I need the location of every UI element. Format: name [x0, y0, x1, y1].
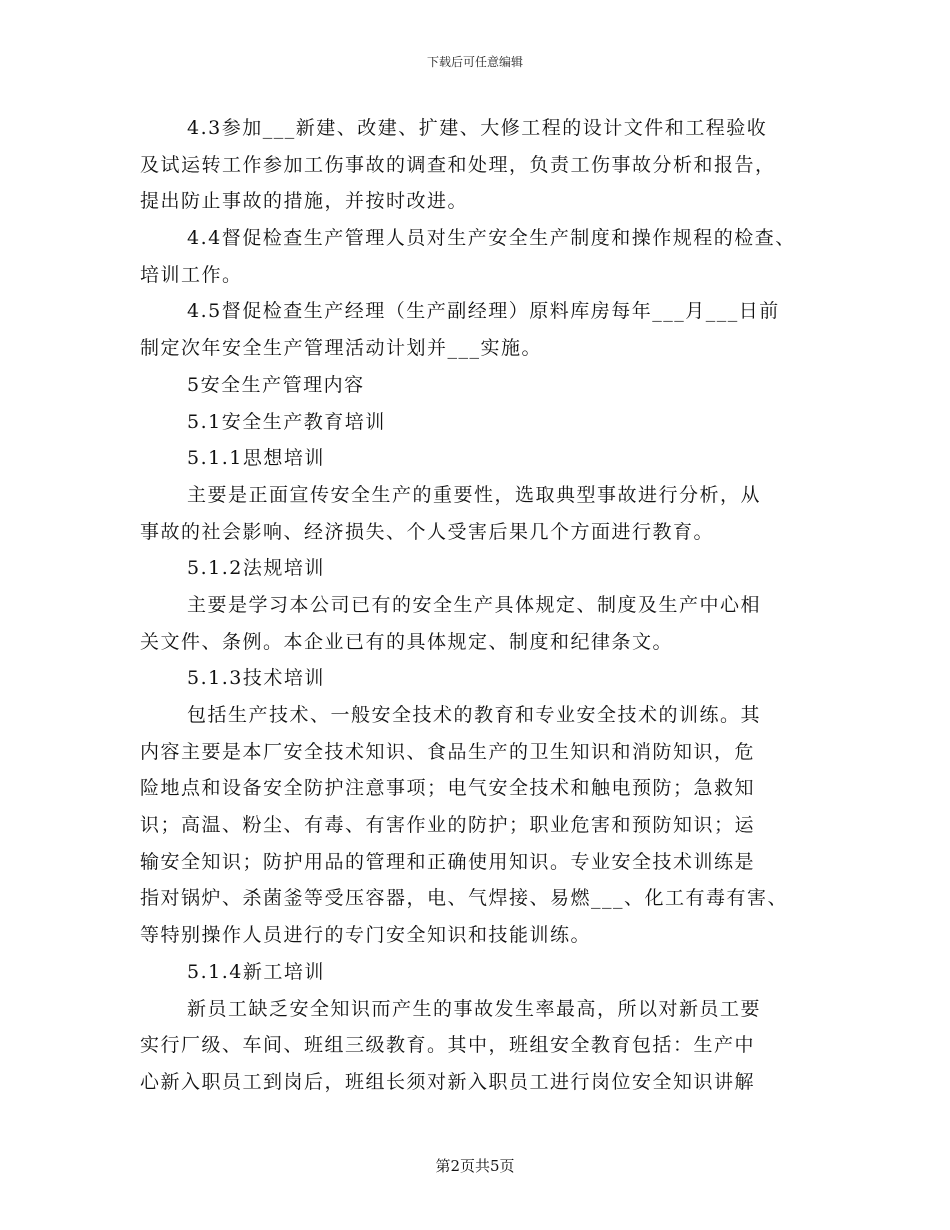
text-line: 心新入职员工到岗后，班组长须对新入职员工进行岗位安全知识讲解	[140, 1070, 756, 1093]
text-line: 培训工作。	[140, 263, 243, 286]
text-line: 提出防止事故的措施，并按时改进。	[140, 190, 469, 213]
text-line: 5.1.4新工培训	[187, 960, 325, 983]
text-line: 4.4督促检查生产管理人员对生产安全生产制度和操作规程的检查、	[187, 227, 796, 250]
text-line: 指对锅炉、杀菌釜等受压容器，电、气焊接、易燃___、化工有毒有害、	[140, 887, 789, 910]
text-line: 5安全生产管理内容	[187, 373, 365, 396]
text-line: 实行厂级、车间、班组三级教育。其中，班组安全教育包括：生产中	[140, 1034, 756, 1057]
text-line: 5.1.1思想培训	[187, 447, 325, 470]
text-line: 及试运转工作参加工伤事故的调查和处理，负责工伤事故分析和报告，	[140, 153, 776, 176]
document-body	[140, 110, 820, 1101]
text-line: 5.1安全生产教育培训	[187, 410, 386, 433]
text-line: 关文件、条例。本企业已有的具体规定、制度和纪律条文。	[140, 630, 674, 653]
text-line: 事故的社会影响、经济损失、个人受害后果几个方面进行教育。	[140, 520, 715, 543]
text-line: 等特别操作人员进行的专门安全知识和技能训练。	[140, 924, 592, 947]
text-line: 识；高温、粉尘、有毒、有害作业的防护；职业危害和预防知识；运	[140, 814, 756, 837]
page-number: 第2页共5页	[435, 1157, 515, 1175]
text-line: 主要是学习本公司已有的安全生产具体规定、制度及生产中心相	[187, 593, 762, 616]
text-line: 新员工缺乏安全知识而产生的事故发生率最高，所以对新员工要	[187, 997, 762, 1020]
text-line: 包括生产技术、一般安全技术的教育和专业安全技术的训练。其	[187, 704, 762, 726]
text-line: 5.1.3技术培训	[187, 667, 325, 690]
text-line: 主要是正面宣传安全生产的重要性，选取典型事故进行分析，从	[187, 483, 762, 506]
text-line: 险地点和设备安全防护注意事项；电气安全技术和触电预防；急救知	[140, 777, 756, 800]
text-line: 内容主要是本厂安全技术知识、食品生产的卫生知识和消防知识，危	[140, 740, 756, 763]
text-line: 制定次年安全生产管理活动计划并___实施。	[140, 337, 543, 360]
text-line: 4.5督促检查生产经理（生产副经理）原料库房每年___月___日前	[187, 300, 780, 323]
text-line: 输安全知识；防护用品的管理和正确使用知识。专业安全技术训练是	[140, 850, 756, 873]
text-line: 4.3参加___新建、改建、扩建、大修工程的设计文件和工程验收	[187, 117, 768, 139]
page-header: 下载后可任意编辑	[426, 55, 523, 69]
text-line: 5.1.2法规培训	[187, 557, 325, 580]
